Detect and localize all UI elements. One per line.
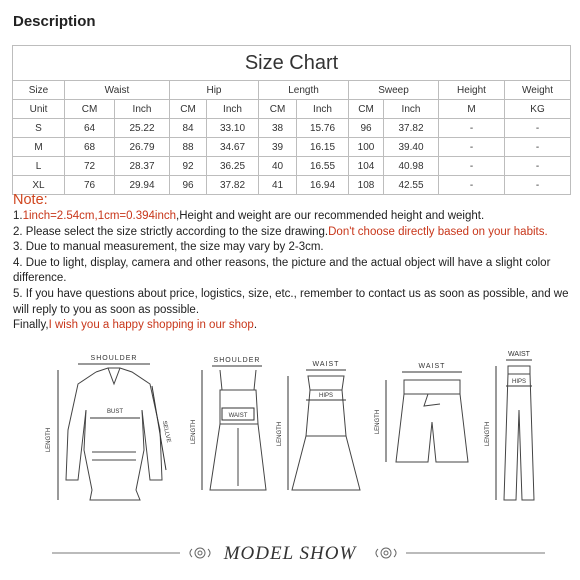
label-bust: BUST [106,409,124,415]
label-hips-5: HIPS [511,379,527,385]
unit-cell: CM [349,100,384,119]
note-2-text: 2. Please select the size strictly according to the size drawing. [13,225,329,238]
table-cell: 76 [65,176,115,195]
table-cell: M [13,138,65,157]
note-1-prefix: 1. [13,210,23,222]
note-line-3: 3. Due to manual measurement, the size may vary by 2-3cm. [13,241,324,254]
header-cell: Height [439,81,505,100]
table-row [13,157,571,176]
table-cell: - [505,119,571,138]
label-shoulder-2: SHOULDER [213,357,261,364]
label-length-1: LENGTH [46,427,52,453]
table-cell: 33.10 [207,119,259,138]
header-cell: Waist [65,81,170,100]
table-cell: 84 [170,119,207,138]
table-cell: 15.76 [297,119,349,138]
table-header-row [13,81,571,100]
unit-cell: CM [259,100,297,119]
size-chart-title: Size Chart [13,46,571,81]
table-cell: 26.79 [115,138,170,157]
notes-block [13,191,573,334]
model-show-label: MODEL SHOW [223,543,357,564]
table-cell: 108 [349,176,384,195]
table-cell: 25.22 [115,119,170,138]
label-shoulder: SHOULDER [90,355,138,362]
table-cell: 64 [65,119,115,138]
note-1-text: ,Height and weight are our recommended height and weight. [176,210,485,222]
table-cell: 39.40 [384,138,439,157]
label-hips-3: HIPS [318,393,334,399]
sketch-jumpsuit-longsleeve [46,355,171,500]
table-cell: - [505,157,571,176]
note-line-5: 5. If you have questions about price, logistics, size, etc., remember to contact us as soon as possible, and we will reply to you as soon as possible. [13,287,569,316]
table-cell: 16.55 [297,157,349,176]
table-cell: - [505,138,571,157]
ornament-left-icon [190,548,210,558]
unit-cell: KG [505,100,571,119]
table-cell: - [505,176,571,195]
table-cell: 92 [170,157,207,176]
description-heading: Description [13,13,96,30]
sketch-pants [485,351,534,500]
note-6-wish: I wish you a happy shopping in our shop [48,319,254,332]
table-row [13,119,571,138]
unit-cell: Inch [207,100,259,119]
table-cell: 37.82 [384,119,439,138]
label-length-5: LENGTH [485,421,491,447]
note-6-prefix: Finally, [13,319,49,332]
sketch-strap-dress [191,357,266,490]
label-waist-3: WAIST [312,361,340,368]
table-cell: 40.98 [384,157,439,176]
table-cell: 36.25 [207,157,259,176]
header-cell: Sweep [349,81,439,100]
table-cell: 28.37 [115,157,170,176]
table-cell: 100 [349,138,384,157]
label-sleeve: SELLVE [160,420,172,444]
label-waist-4: WAIST [418,363,446,370]
label-length-3: LENGTH [277,421,283,447]
label-length-4: LENGTH [375,409,381,435]
table-cell: - [439,157,505,176]
table-unit-row [13,100,571,119]
table-cell: 96 [349,119,384,138]
table-cell: 42.55 [384,176,439,195]
table-cell: 37.82 [207,176,259,195]
header-cell: Length [259,81,349,100]
table-cell: 68 [65,138,115,157]
note-line-6 [13,318,573,334]
size-chart-table [12,45,571,195]
table-cell: XL [13,176,65,195]
table-cell: 88 [170,138,207,157]
sketch-skirt [277,361,360,490]
sketch-shorts [375,363,468,462]
note-2-warning: Don't choose directly based on your habits. [328,225,548,238]
table-cell: - [439,119,505,138]
note-line-2 [13,225,573,241]
unit-cell: Inch [384,100,439,119]
table-cell: 40 [259,157,297,176]
unit-cell: CM [170,100,207,119]
label-waist-2: WAIST [228,413,248,419]
table-cell: - [439,138,505,157]
unit-cell: Inch [297,100,349,119]
ornament-right-icon [376,548,396,558]
table-cell: - [439,176,505,195]
table-cell: L [13,157,65,176]
table-cell: 16.15 [297,138,349,157]
table-row [13,138,571,157]
note-1-conversion: 1inch=2.54cm,1cm=0.394inch [22,210,177,222]
header-cell: Hip [170,81,259,100]
label-length-2: LENGTH [191,419,197,445]
table-cell: 16.94 [297,176,349,195]
note-line-4: 4. Due to light, display, camera and other reasons, the picture and the actual object will have a slight color difference. [13,256,551,285]
unit-cell: M [439,100,505,119]
note-6-suffix: . [253,319,258,332]
header-cell: Weight [505,81,571,100]
table-cell: 39 [259,138,297,157]
size-chart [12,45,570,195]
label-waist-5: WAIST [508,351,530,358]
garment-measurement-sketches [0,340,580,540]
table-cell: 34.67 [207,138,259,157]
header-cell: Size [13,81,65,100]
table-cell: 41 [259,176,297,195]
table-cell: S [13,119,65,138]
unit-cell: Inch [115,100,170,119]
model-show-divider [0,535,580,575]
table-cell: 104 [349,157,384,176]
table-cell: 29.94 [115,176,170,195]
table-cell: 38 [259,119,297,138]
unit-cell: CM [65,100,115,119]
table-cell: 72 [65,157,115,176]
unit-cell: Unit [13,100,65,119]
table-cell: 96 [170,176,207,195]
note-line-1 [13,209,573,225]
notes-heading: Note: [13,192,48,208]
